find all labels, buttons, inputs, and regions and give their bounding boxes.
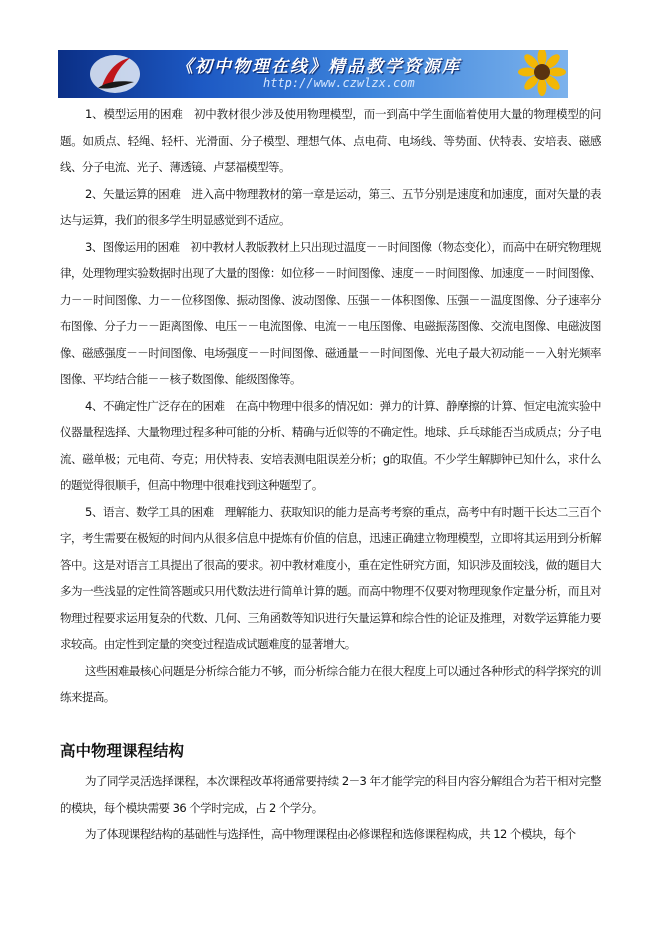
paragraph-summary: 这些困难最核心问题是分析综合能力不够，而分析综合能力在很大程度上可以通过各种形式的科学探究的训练来提高。 — [60, 663, 601, 704]
logo-icon — [88, 52, 142, 96]
paragraph-graph-difficulty: 3、图像运用的困难 初中教材人教版教材上只出现过温度－－时间图像（物态变化），而高中在研究物理规律，处理物理实验数据时出现了大量的图像：如位移－－时间图像、速度－－时间图像、加速度－－时间图像、力－－时间图像、力－－位移图像、振动图像、波动图像、压强－－体积图像、压强－－温度图像、分子速率分布图像、分子力－－距离图像、电压－－电流图像、电流－－电压图像、电磁振荡图像、交流电图像、电磁波图像、磁感强度－－时间图像、电场强度－－时间图像、磁通量－－时间图像、光电子最大初动能－－入射光频率图像、平均结合能－－核子数图像、能级图像等。 — [60, 239, 601, 386]
paragraph-language-math-difficulty: 5、语言、数学工具的困难 理解能力、获取知识的能力是高考考察的重点，高考中有时题干长达二三百个字，考生需要在极短的时间内从很多信息中提炼有价值的信息，迅速正确建立物理模型，立即将其运用到分析解答中。这是对语言工具提出了很高的要求。初中教材难度小，重在定性研究方面，知识涉及面较浅，做的题目大多为一些浅显的定性简答题或只用代数法进行简单计算的题。而高中物理不仅要对物理现象作定量分析，而且对物理过程要求运用复杂的代数、几何、三角函数等知识进行矢量运算和综合性的论证及推理，对数学运算能力要求较高。由定性到定量的突变过程造成试题难度的显著增大。 — [60, 504, 601, 651]
banner-title: 《初中物理在线》精品教学资源库 — [176, 57, 461, 77]
section-text — [60, 768, 601, 848]
paragraph-uncertainty-difficulty: 4、不确定性广泛存在的困难 在高中物理中很多的情况如：弹力的计算、静摩擦的计算、恒定电流实验中仪器量程选择、大量物理过程多种可能的分析、精确与近似等的不确定性。地球、乒乓球能否当成质点；分子电流、磁单极；元电荷、夸克；用伏特表、安培表测电阻误差分析；g的取值。不少学生解脚钟已知什么，求什么的题觉得很顺手，但高中物理中很难找到这种题型了。 — [60, 398, 601, 492]
paragraph-vector-difficulty: 2、矢量运算的困难 进入高中物理教材的第一章是运动，第三、五节分别是速度和加速度，面对矢量的表达与运算，我们的很多学生明显感觉到不适应。 — [60, 186, 601, 227]
header-banner — [58, 50, 568, 98]
sunflower-icon — [512, 50, 568, 98]
banner-url: http://www.czwlzx.com — [263, 76, 415, 90]
section-heading: 高中物理课程结构 — [60, 742, 185, 760]
paragraph-model-difficulty: 1、模型运用的困难 初中教材很少涉及使用物理模型，而一到高中学生面临着使用大量的物理模型的问题。如质点、轻绳、轻杆、光滑面、分子模型、理想气体、点电荷、电场线、等势面、伏特表、安培表、磁感线、分子电流、光子、薄透镜、卢瑟福模型等。 — [60, 107, 601, 174]
main-text — [60, 101, 601, 711]
paragraph-course-modules: 为了同学灵活选择课程，本次课程改革将通常要持续 2－3 年才能学完的科目内容分解组合为若干相对完整的模块，每个模块需要 36 个学时完成，占 2 个学分。 — [60, 774, 601, 815]
paragraph-course-structure: 为了体现课程结构的基础性与选择性，高中物理课程由必修课程和选修课程构成，共 12 个模块，每个 — [85, 827, 576, 841]
